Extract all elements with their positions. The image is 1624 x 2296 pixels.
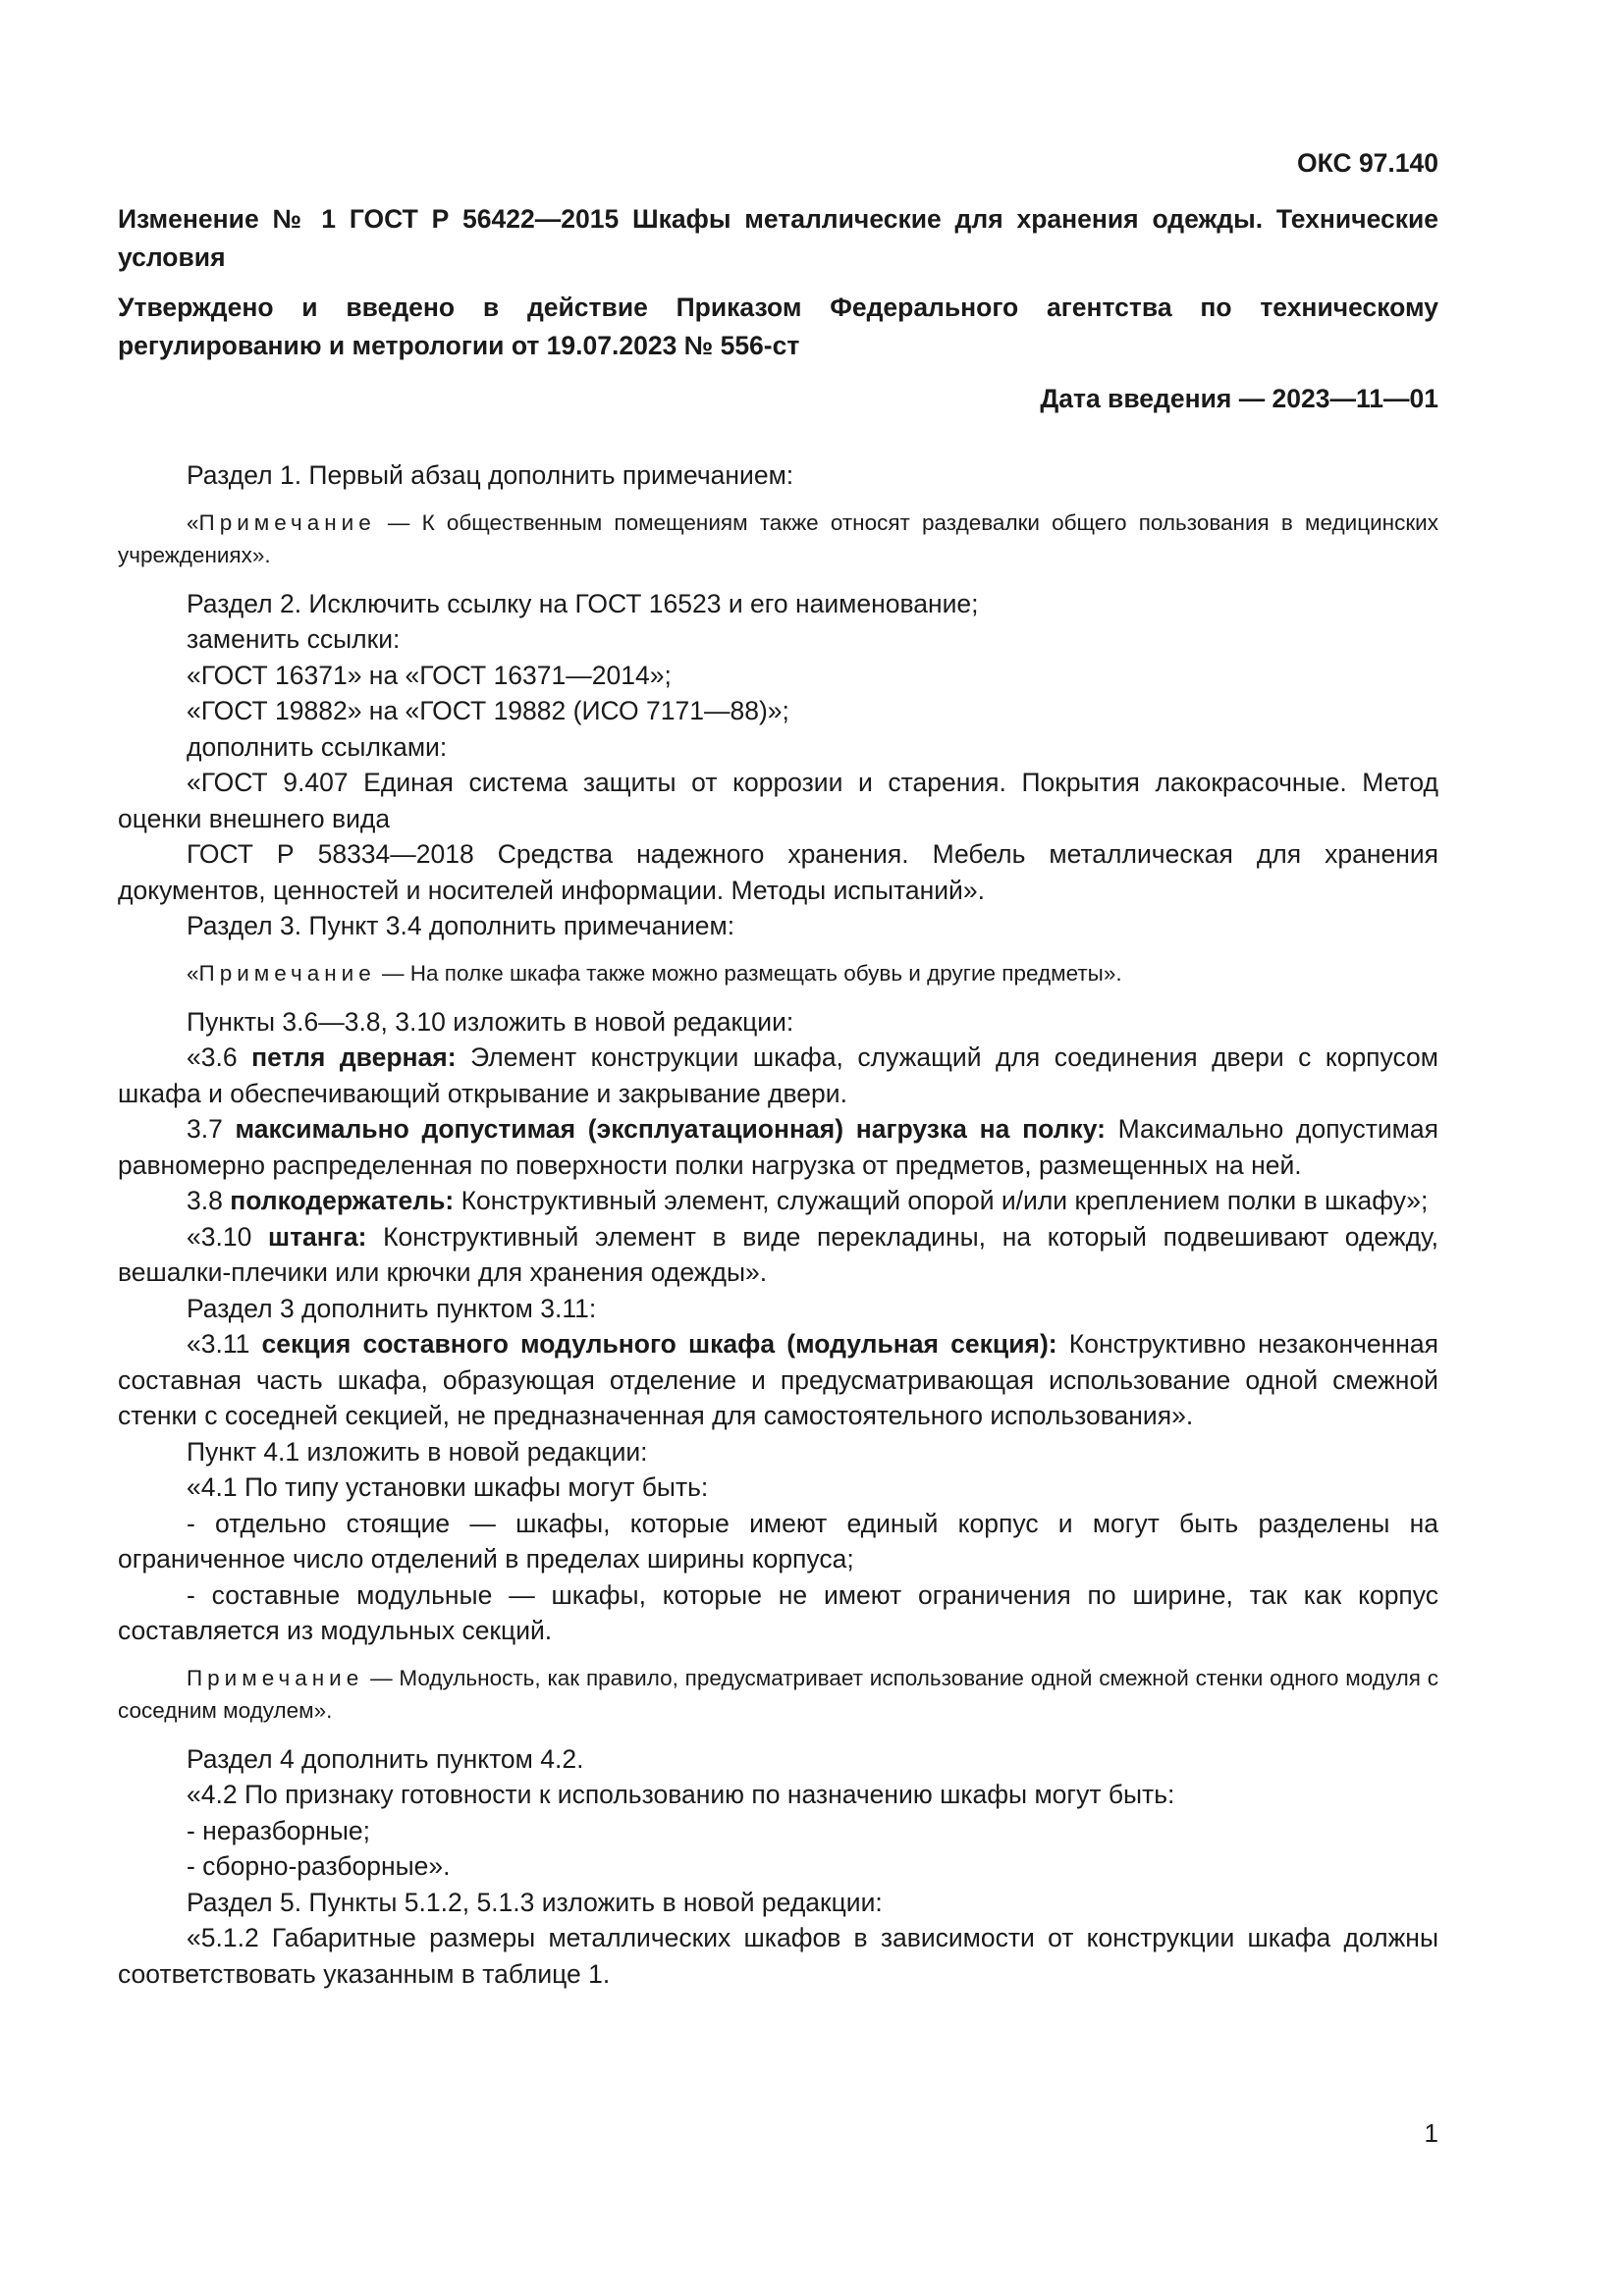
paragraph: Раздел 5. Пункты 5.1.2, 5.1.3 изложить в новой редакции: bbox=[187, 1887, 883, 1917]
paragraph: «4.1 По типу установки шкафы могут быть: bbox=[187, 1472, 709, 1502]
paragraph: дополнить ссылками: bbox=[187, 731, 448, 762]
note: Примечание — Модульность, как правило, предусматривает использование одной смежной стенки одного модуля с соседним модулем». bbox=[118, 1665, 1438, 1723]
definition: «3.6 петля дверная: Элемент конструкции шкафа, служащий для соединения двери с корпусом шкафа и обеспечивающий открывание и закрывание двери. bbox=[118, 1042, 1438, 1108]
approval-statement: Утверждено и введено в действие Приказом Федерального агентства по техническому регулированию и метрологии от 19.07.2023 № 556-ст bbox=[118, 293, 1438, 360]
term: секция составного модульного шкафа (модульная секция): bbox=[261, 1329, 1057, 1359]
list-item: - неразборные; bbox=[187, 1815, 371, 1845]
term: петля дверная: bbox=[251, 1042, 457, 1072]
paragraph: «4.2 По признаку готовности к использованию по назначению шкафы могут быть: bbox=[187, 1780, 1175, 1809]
paragraph: Раздел 3 дополнить пунктом 3.11: bbox=[187, 1293, 597, 1323]
term: полкодержатель: bbox=[230, 1186, 455, 1215]
definition: 3.8 полкодержатель: Конструктивный элемент, служащий опорой и/или креплением полки в шкафу»; bbox=[187, 1186, 1429, 1215]
document-body bbox=[118, 457, 1438, 1992]
paragraph: Раздел 2. Исключить ссылку на ГОСТ 16523 и его наименование; bbox=[187, 588, 979, 618]
list-item: - составные модульные — шкафы, которые не имеют ограничения по ширине, так как корпус составляется из модульных секций. bbox=[118, 1579, 1438, 1645]
note: «Примечание — К общественным помещениям также относят раздевалки общего пользования в медицинских учреждениях». bbox=[118, 509, 1438, 567]
note: «Примечание — На полке шкафа также можно размещать обувь и другие предметы». bbox=[187, 960, 1122, 986]
note-label: Примечание bbox=[187, 1665, 364, 1690]
note-label: Примечание bbox=[198, 509, 376, 535]
paragraph: Раздел 3. Пункт 3.4 дополнить примечанием: bbox=[187, 911, 735, 940]
term: максимально допустимая (эксплуатационная) нагрузка на полку: bbox=[235, 1114, 1106, 1144]
introduction-date: Дата введения — 2023—11—01 bbox=[1040, 384, 1438, 413]
paragraph: Пункты 3.6—3.8, 3.10 изложить в новой редакции: bbox=[187, 1006, 794, 1037]
definition: «3.11 секция составного модульного шкафа (модульная секция): Конструктивно незаконченная составная часть шкафа, образующая отделение и предусматривающая использование одной смежной стенки с соседней секцией, не предназначенная для самостоятельного использования». bbox=[118, 1329, 1438, 1430]
paragraph: ГОСТ Р 58334—2018 Средства надежного хранения. Мебель металлическая для хранения документов, ценностей и носителей информации. Методы испытаний». bbox=[118, 839, 1438, 905]
paragraph: «ГОСТ 19882» на «ГОСТ 19882 (ИСО 7171—88)»; bbox=[187, 696, 789, 725]
paragraph: заменить ссылки: bbox=[187, 624, 401, 654]
list-item: - сборно-разборные». bbox=[187, 1851, 451, 1881]
note-label: Примечание bbox=[198, 960, 376, 986]
list-item: - отдельно стоящие — шкафы, которые имеют единый корпус и могут быть разделены на ограниченное число отделений в пределах ширины корпуса; bbox=[118, 1508, 1438, 1574]
oks-code: ОКС 97.140 bbox=[1297, 148, 1438, 178]
term: штанга: bbox=[267, 1221, 367, 1252]
paragraph: Раздел 1. Первый абзац дополнить примечанием: bbox=[187, 460, 794, 490]
paragraph: Раздел 4 дополнить пунктом 4.2. bbox=[187, 1743, 584, 1774]
page-number: 1 bbox=[1424, 2118, 1438, 2148]
definition: 3.7 максимально допустимая (эксплуатационная) нагрузка на полку: Максимально допустимая равномерно распределенная по поверхности полки нагрузка от предметов, размещенных на ней. bbox=[118, 1114, 1438, 1180]
paragraph: «ГОСТ 16371» на «ГОСТ 16371—2014»; bbox=[187, 660, 672, 690]
paragraph: «5.1.2 Габаритные размеры металлических шкафов в зависимости от конструкции шкафа должны соответствовать указанным в таблице 1. bbox=[118, 1923, 1438, 1989]
definition: «3.10 штанга: Конструктивный элемент в виде перекладины, на который подвешивают одежду, вешалки-плечики или крючки для хранения одежды». bbox=[118, 1221, 1438, 1287]
paragraph: «ГОСТ 9.407 Единая система защиты от коррозии и старения. Покрытия лакокрасочные. Метод оценки внешнего вида bbox=[118, 768, 1438, 833]
paragraph: Пункт 4.1 изложить в новой редакции: bbox=[187, 1436, 648, 1467]
amendment-title: Изменение № 1 ГОСТ Р 56422—2015 Шкафы металлические для хранения одежды. Технические условия bbox=[118, 204, 1438, 272]
